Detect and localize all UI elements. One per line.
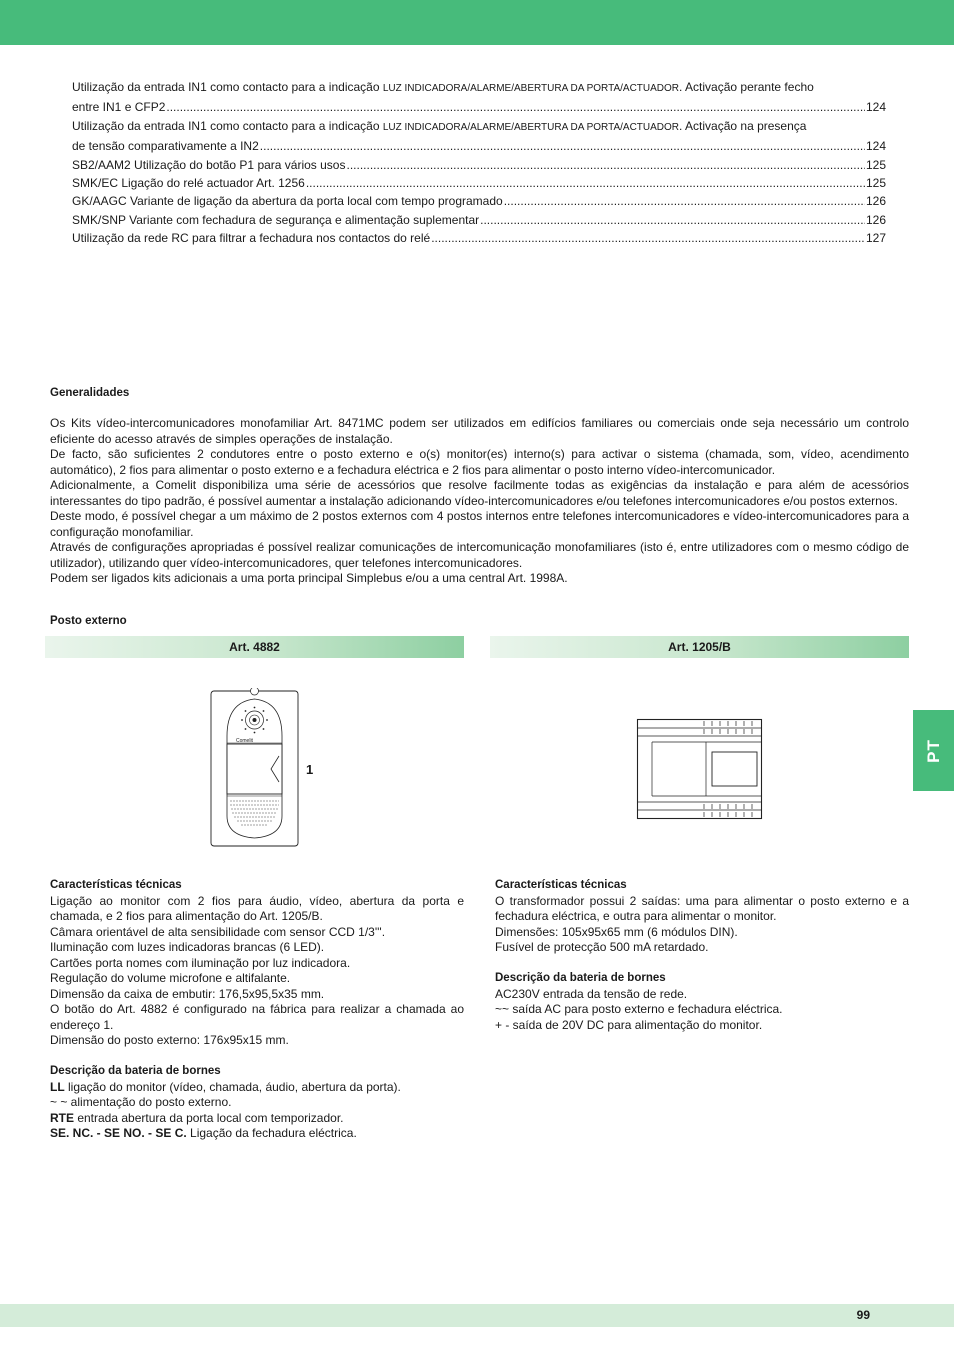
toc-text: GK/AAGC Variante de ligação da abertura da porta local com tempo programado xyxy=(72,194,503,209)
tech-line: Iluminação com luzes indicadoras brancas (6 LED). xyxy=(50,940,325,954)
toc-text-caps: LUZ INDICADORA/ALARME/ABERTURA DA PORTA/ACTUADOR xyxy=(382,121,680,133)
toc-text: Utilização da entrada IN1 como contacto para a indicação xyxy=(72,118,383,133)
toc-leader xyxy=(346,156,864,174)
toc-page: 124 xyxy=(865,139,886,154)
general-body xyxy=(50,416,909,587)
terminal-line xyxy=(50,1111,464,1127)
terminals-heading: Descrição da bateria de bornes xyxy=(495,972,666,984)
toc-page: 124 xyxy=(865,100,886,115)
terminal-key: RTE xyxy=(50,1110,74,1125)
language-tab[interactable] xyxy=(913,710,954,791)
terminal-key: LL xyxy=(50,1079,65,1094)
tech-line: O botão do Art. 4882 é configurado na fábrica para realizar a chamada ao endereço 1. xyxy=(50,1002,464,1032)
toc-text: Utilização da rede RC para filtrar a fechadura nos contactos do relé xyxy=(72,231,431,246)
paragraph: Podem ser ligados kits adicionais a uma porta principal Simplebus e/ou a uma central Art. 1998A. xyxy=(50,571,568,585)
section-heading-general: Generalidades xyxy=(50,387,130,399)
toc-page: 125 xyxy=(865,176,886,191)
terminal-line: + - saída de 20V DC para alimentação do monitor. xyxy=(495,1017,763,1032)
door-entry-panel-drawing xyxy=(205,688,305,850)
toc-text: Utilização da entrada IN1 como contacto para a indicação xyxy=(72,80,383,94)
terminal-key: SE. NC. - SE NO. - SE C. xyxy=(50,1126,187,1140)
paragraph: Através de configurações apropriadas é possível realizar comunicações de intercomunicação monofamiliares (isto é, entre utilizadores com o mesmo código de utilizador), utilizando quer vídeo-intercomunicadores, quer telefones intercomunicadores. xyxy=(50,540,909,570)
left-column-text xyxy=(50,878,464,1142)
table-of-contents xyxy=(72,78,886,248)
header-band xyxy=(0,0,954,45)
article-bar-4882: Art. 4882 xyxy=(45,636,464,658)
toc-page: 125 xyxy=(865,157,886,172)
toc-entry[interactable] xyxy=(72,229,886,247)
article-bar-1205b: Art. 1205/B xyxy=(490,636,909,658)
tech-line: O transformador possui 2 saídas: uma para alimentar o posto externo e a fechadura eléctrica, e outra para alimentar o monitor. xyxy=(495,893,909,923)
language-tab-label: PT xyxy=(923,738,943,763)
paragraph: Deste modo, é possível chegar a um máximo de 2 postos externos com 4 postos internos entre telefones intercomunicadores e vídeo-intercomunicadores para a configuração monofamiliar. xyxy=(50,509,909,539)
terminal-line: ~~ saída AC para posto externo e fechadura eléctrica. xyxy=(495,1002,783,1016)
toc-entry[interactable] xyxy=(72,156,886,174)
terminal-line xyxy=(50,1095,464,1111)
terminal-desc: entrada abertura da porta local com temporizador. xyxy=(74,1110,344,1125)
toc-entry[interactable] xyxy=(72,117,886,156)
footer-band xyxy=(0,1304,954,1327)
comelit-logo: Comelit xyxy=(236,738,253,744)
tech-line: Dimensões: 105x95x65 mm (6 módulos DIN). xyxy=(495,924,738,939)
toc-text: SMK/EC Ligação do relé actuador Art. 1256 xyxy=(72,176,305,191)
toc-text: SMK/SNP Variante com fechadura de segurança e alimentação suplementar xyxy=(72,212,480,227)
din-transformer-drawing xyxy=(636,718,764,822)
tech-line: Fusível de protecção 500 mA retardado. xyxy=(495,940,709,954)
callout-number: 1 xyxy=(306,762,314,777)
toc-entry[interactable] xyxy=(72,192,886,210)
toc-text: entre IN1 e CFP2 xyxy=(72,100,166,115)
toc-leader xyxy=(504,192,865,210)
tech-line: Ligação ao monitor com 2 fios para áudio, vídeo, abertura da porta e chamada, e 2 fios para alimentação do Art. 1205/B. xyxy=(50,893,464,923)
toc-entry[interactable] xyxy=(72,211,886,229)
section-heading-external: Posto externo xyxy=(50,615,127,627)
toc-text: . Activação na presença xyxy=(679,118,807,133)
tech-line: Câmara orientável de alta sensibilidade com sensor CCD 1/3'''. xyxy=(50,924,386,939)
toc-text: . Activação perante fecho xyxy=(679,80,814,94)
tech-line: Dimensão do posto externo: 176x95x15 mm. xyxy=(50,1033,289,1047)
tech-heading: Características técnicas xyxy=(495,879,627,891)
toc-entry[interactable] xyxy=(72,78,886,117)
right-column-text xyxy=(495,878,909,1033)
toc-leader xyxy=(166,98,865,116)
terminal-line xyxy=(50,1080,464,1096)
terminal-line: AC230V entrada da tensão de rede. xyxy=(495,986,688,1001)
toc-text: SB2/AAM2 Utilização do botão P1 para vários usos xyxy=(72,157,346,172)
toc-page: 126 xyxy=(865,194,886,209)
toc-text: de tensão comparativamente a IN2 xyxy=(72,139,259,154)
toc-page: 126 xyxy=(865,212,886,227)
page-number: 99 xyxy=(856,1308,870,1322)
paragraph: Os Kits vídeo-intercomunicadores monofamiliar Art. 8471MC podem ser utilizados em edifícios familiares ou comerciais onde seja necessário um controlo eficiente do acesso através de simples operações de instalação. xyxy=(50,416,909,446)
toc-entry[interactable] xyxy=(72,174,886,192)
toc-page: 127 xyxy=(865,231,886,246)
toc-text-caps: LUZ INDICADORA/ALARME/ABERTURA DA PORTA/ACTUADOR xyxy=(382,83,680,94)
toc-leader xyxy=(260,137,865,155)
toc-leader xyxy=(431,229,865,247)
tech-heading: Características técnicas xyxy=(50,879,182,891)
terminal-desc: ~ ~ alimentação do posto externo. xyxy=(50,1095,232,1109)
tech-line: Regulação do volume microfone e altifalante. xyxy=(50,971,291,985)
terminal-line xyxy=(50,1126,464,1142)
terminal-desc: Ligação da fechadura eléctrica. xyxy=(186,1126,357,1140)
terminal-desc: ligação do monitor (vídeo, chamada, áudio, abertura da porta). xyxy=(64,1079,401,1094)
paragraph: Adicionalmente, a Comelit disponibiliza uma série de acessórios que resolve facilmente todas as exigências da instalação e para além de acessórios interessantes do tipo padrão, é possível aumentar a instalação adicionando vídeo-intercomunicadores e/ou telefones intercomunicadores e/ou postos externos. xyxy=(50,478,909,508)
toc-leader xyxy=(306,174,865,192)
terminals-heading: Descrição da bateria de bornes xyxy=(50,1065,221,1077)
tech-line: Dimensão da caixa de embutir: 176,5x95,5x35 mm. xyxy=(50,986,325,1001)
toc-leader xyxy=(480,211,865,229)
paragraph: De facto, são suficientes 2 condutores entre o posto externo e o(s) monitor(es) interno(s) para activar o sistema (chamada, som, vídeo, acendimento automático), 2 fios para alimentar o posto externo e a fechadura eléctrica e 2 fios para alimentar o posto interno vídeo-intercomunicador. xyxy=(50,447,909,477)
tech-line: Cartões porta nomes com iluminação por luz indicadora. xyxy=(50,955,351,970)
